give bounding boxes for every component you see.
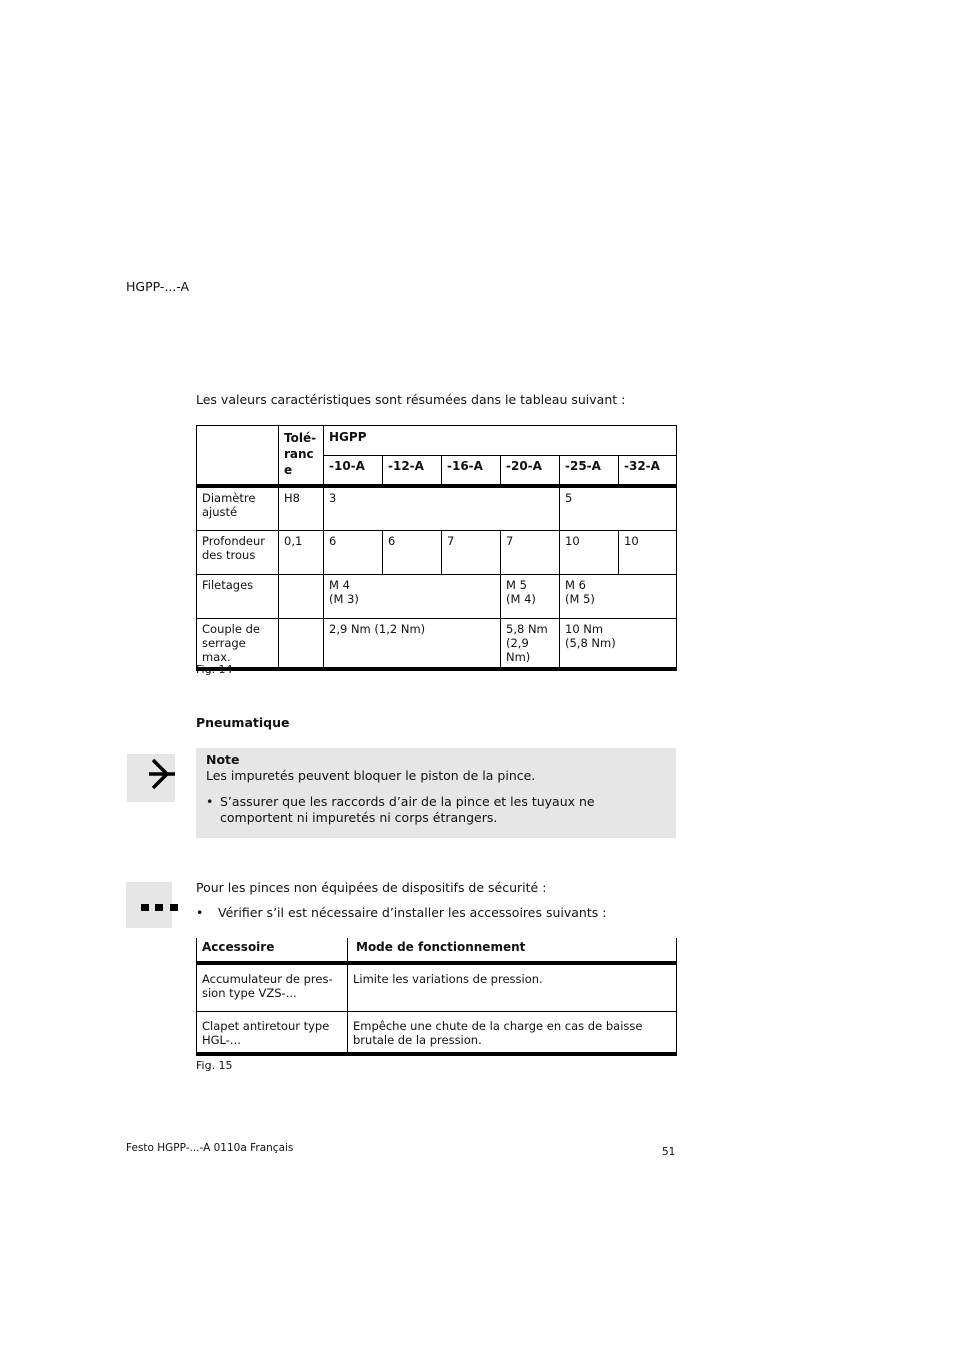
value-cell: M 4 (M 3) (324, 575, 501, 619)
value-cell: 6 (383, 531, 442, 575)
table1-col-header: -12-A (383, 456, 442, 487)
section-title: Pneumatique (196, 715, 290, 730)
table-row (197, 619, 677, 670)
document-header: HGPP-...-A (126, 279, 190, 294)
value-cell: 6 (324, 531, 383, 575)
footer-text: Festo HGPP-...-A 0110a Français (126, 1142, 294, 1154)
note-title: Note (206, 752, 240, 767)
note-bullet-text: S’assurer que les raccords d’air de la pince et les tuyaux ne comportent ni impuretés ni corps étrangers. (220, 794, 595, 825)
row-label: Profondeur des trous (197, 531, 279, 575)
tolerance-cell: H8 (279, 486, 324, 531)
table2-col-header: Accessoire (197, 938, 348, 963)
info-bullet-text: Vérifier s’il est nécessaire d’installer les accessoires suivants : (218, 905, 607, 920)
table-row (197, 531, 677, 575)
bullet-icon: • (206, 794, 214, 809)
value-cell: 10 (619, 531, 677, 575)
row-label: Diamètre ajusté (197, 486, 279, 531)
value-cell: 5 (560, 486, 677, 531)
function-cell: Limite les variations de pression. (348, 963, 677, 1012)
ellipsis-icon (126, 882, 172, 928)
table-row (197, 1012, 677, 1055)
table1-col-header: -25-A (560, 456, 619, 487)
table1-tolerance-header: Tolé- ranc e (279, 426, 324, 487)
tolerance-cell (279, 575, 324, 619)
note-text: Les impuretés peuvent bloquer le piston de la pince. (206, 768, 536, 783)
row-label: Filetages (197, 575, 279, 619)
accessory-cell: Accumulateur de pression type VZS-... (197, 963, 348, 1012)
table1-empty-header (197, 426, 279, 487)
value-cell: 3 (324, 486, 560, 531)
value-cell: 5,8 Nm (2,9 Nm) (501, 619, 560, 670)
bullet-icon: • (196, 905, 204, 920)
tolerance-cell: 0,1 (279, 531, 324, 575)
figure-caption: Fig. 15 (196, 1059, 233, 1072)
table1-group-header: HGPP (324, 426, 677, 456)
value-cell: 10 (560, 531, 619, 575)
value-cell: 7 (442, 531, 501, 575)
table-row (197, 486, 677, 531)
page-number: 51 (662, 1146, 676, 1158)
value-cell: 10 Nm (5,8 Nm) (560, 619, 677, 670)
value-cell: 7 (501, 531, 560, 575)
table1-col-header: -20-A (501, 456, 560, 487)
info-text: Pour les pinces non équipées de dispositifs de sécurité : (196, 880, 547, 895)
note-box (196, 748, 676, 838)
table1-col-header: -10-A (324, 456, 383, 487)
arrow-right-icon (127, 754, 175, 802)
table1-col-header: -16-A (442, 456, 501, 487)
function-cell: Empêche une chute de la charge en cas de baisse brutale de la pression. (348, 1012, 677, 1055)
value-cell: M 6 (M 5) (560, 575, 677, 619)
characteristics-table (196, 425, 677, 671)
value-cell: 2,9 Nm (1,2 Nm) (324, 619, 501, 670)
table2-col-header: Mode de fonctionnement (348, 938, 677, 963)
table1-col-header: -32-A (619, 456, 677, 487)
accessories-table (196, 938, 677, 1056)
table-row (197, 963, 677, 1012)
value-cell: M 5 (M 4) (501, 575, 560, 619)
accessory-cell: Clapet antiretour type HGL-... (197, 1012, 348, 1055)
tolerance-cell (279, 619, 324, 670)
intro-text: Les valeurs caractéristiques sont résumées dans le tableau suivant : (196, 392, 626, 407)
figure-caption: Fig. 14 (196, 663, 233, 676)
table-row (197, 575, 677, 619)
row-label: Couple de serrage max. (197, 619, 279, 670)
